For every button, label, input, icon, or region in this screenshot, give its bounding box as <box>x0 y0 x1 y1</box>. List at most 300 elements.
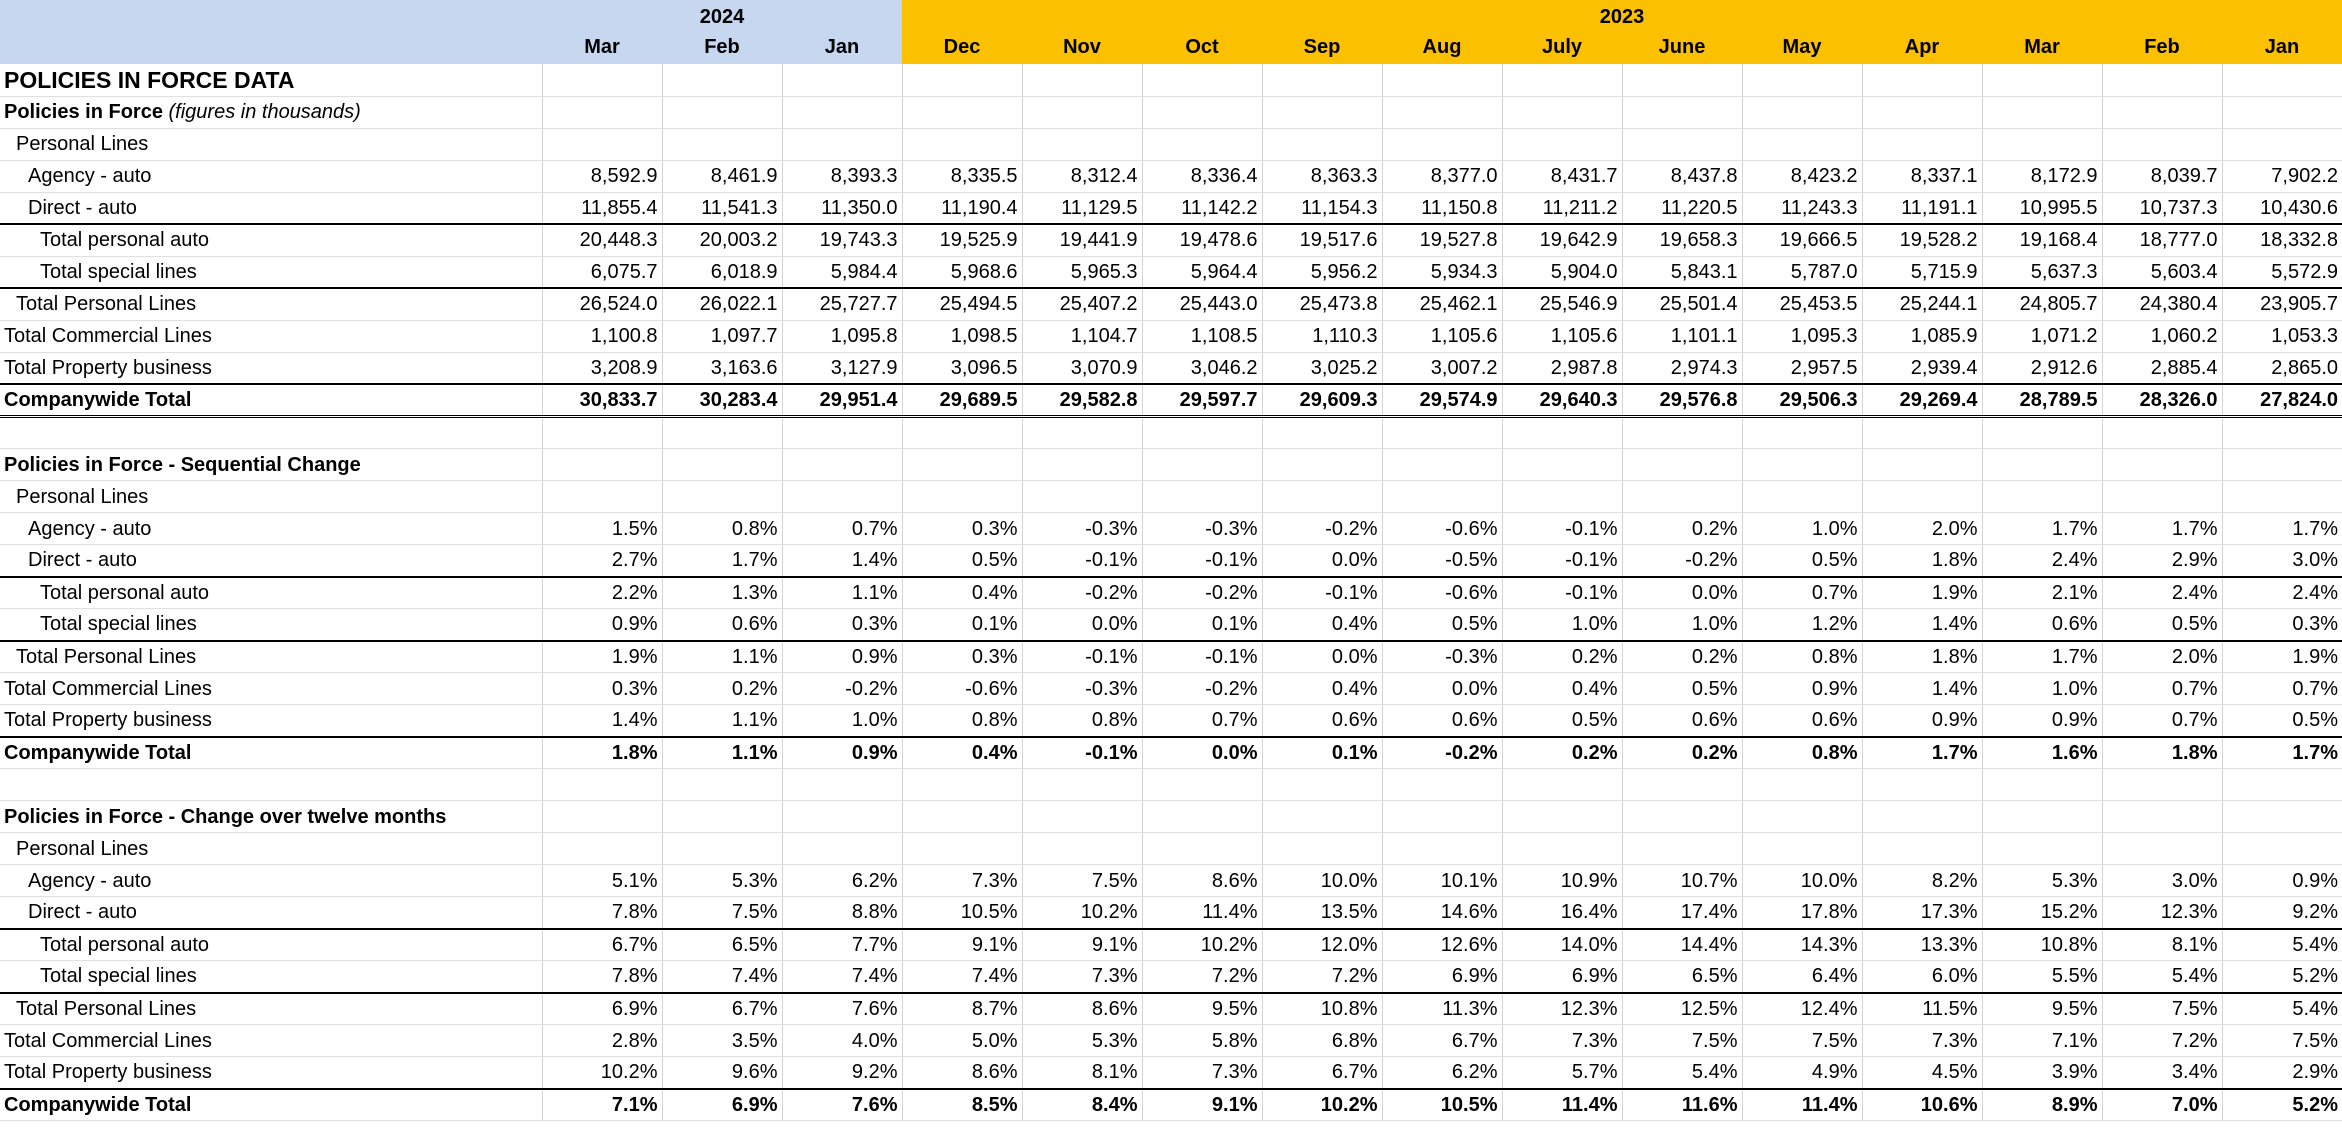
value-cell: 1.8% <box>1862 545 1982 577</box>
value-cell: 0.1% <box>902 609 1022 641</box>
empty-cell <box>1622 128 1742 160</box>
value-cell: 30,833.7 <box>542 384 662 417</box>
empty-cell <box>1262 96 1382 128</box>
header-corner <box>0 32 542 64</box>
value-cell: 6.4% <box>1742 961 1862 993</box>
row-label: Total personal auto <box>0 929 542 961</box>
empty-cell <box>1262 64 1382 96</box>
month-header: July <box>1502 32 1622 64</box>
value-cell: 8.7% <box>902 993 1022 1025</box>
value-cell: 0.1% <box>1262 737 1382 769</box>
value-cell: 3,025.2 <box>1262 352 1382 384</box>
value-cell: -0.2% <box>1142 673 1262 705</box>
value-cell: 7.1% <box>542 1089 662 1121</box>
value-cell: 7.5% <box>1742 1025 1862 1057</box>
value-cell: 29,269.4 <box>1862 384 1982 417</box>
value-cell: 9.6% <box>662 1057 782 1089</box>
table-row <box>0 224 2342 256</box>
value-cell: 7.5% <box>1622 1025 1742 1057</box>
table-row <box>0 993 2342 1025</box>
empty-cell <box>2102 64 2222 96</box>
value-cell: 6.9% <box>542 993 662 1025</box>
value-cell: 0.2% <box>1502 641 1622 673</box>
empty-cell <box>662 769 782 801</box>
value-cell: 6.9% <box>662 1089 782 1121</box>
empty-cell <box>1502 417 1622 449</box>
value-cell: 1,101.1 <box>1622 320 1742 352</box>
empty-cell <box>2222 128 2342 160</box>
value-cell: 7.8% <box>542 961 662 993</box>
value-cell: 25,501.4 <box>1622 288 1742 320</box>
empty-cell <box>1862 801 1982 833</box>
empty-cell <box>1382 64 1502 96</box>
value-cell: 0.6% <box>1262 705 1382 737</box>
value-cell: 5,637.3 <box>1982 256 2102 288</box>
empty-cell <box>1022 417 1142 449</box>
empty-cell <box>1982 128 2102 160</box>
section3-heading-row <box>0 801 2342 833</box>
value-cell: 0.9% <box>1982 705 2102 737</box>
empty-cell <box>782 417 902 449</box>
value-cell: 0.2% <box>662 673 782 705</box>
value-cell: 7.2% <box>1262 961 1382 993</box>
empty-cell <box>2102 417 2222 449</box>
table-row <box>0 1025 2342 1057</box>
table-row <box>0 961 2342 993</box>
value-cell: 7.3% <box>1022 961 1142 993</box>
value-cell: 0.5% <box>1502 705 1622 737</box>
value-cell: 8.2% <box>1862 865 1982 897</box>
section1-heading-row <box>0 96 2342 128</box>
value-cell: 8,337.1 <box>1862 160 1982 192</box>
value-cell: 19,743.3 <box>782 224 902 256</box>
value-cell: 0.5% <box>1382 609 1502 641</box>
table-row <box>0 737 2342 769</box>
value-cell: 5,843.1 <box>1622 256 1742 288</box>
value-cell: 13.5% <box>1262 897 1382 929</box>
empty-cell <box>782 801 902 833</box>
empty-cell <box>782 64 902 96</box>
value-cell: 0.8% <box>662 513 782 545</box>
value-cell: 30,283.4 <box>662 384 782 417</box>
value-cell: -0.2% <box>1622 545 1742 577</box>
value-cell: 0.2% <box>1622 641 1742 673</box>
value-cell: 10.8% <box>1982 929 2102 961</box>
value-cell: 8,312.4 <box>1022 160 1142 192</box>
value-cell: 1.7% <box>1982 641 2102 673</box>
empty-cell <box>1862 96 1982 128</box>
value-cell: 24,805.7 <box>1982 288 2102 320</box>
value-cell: -0.1% <box>1142 545 1262 577</box>
empty-cell <box>662 417 782 449</box>
value-cell: 1.4% <box>542 705 662 737</box>
value-cell: 0.3% <box>782 609 902 641</box>
table-row <box>0 1057 2342 1089</box>
value-cell: 3.5% <box>662 1025 782 1057</box>
empty-label-cell <box>0 449 542 481</box>
empty-cell <box>1862 769 1982 801</box>
empty-cell <box>1382 769 1502 801</box>
empty-cell <box>1382 833 1502 865</box>
value-cell: 7.4% <box>782 961 902 993</box>
empty-cell <box>1622 96 1742 128</box>
empty-cell <box>1142 64 1262 96</box>
empty-cell <box>542 769 662 801</box>
value-cell: 1,105.6 <box>1382 320 1502 352</box>
value-cell: -0.6% <box>902 673 1022 705</box>
value-cell: 26,524.0 <box>542 288 662 320</box>
empty-cell <box>1982 64 2102 96</box>
empty-cell <box>1142 481 1262 513</box>
value-cell: 1.7% <box>2222 737 2342 769</box>
value-cell: 7.2% <box>2102 1025 2222 1057</box>
empty-cell <box>782 96 902 128</box>
value-cell: 0.6% <box>1742 705 1862 737</box>
value-cell: 14.4% <box>1622 929 1742 961</box>
value-cell: 11,191.1 <box>1862 192 1982 224</box>
empty-cell <box>1622 417 1742 449</box>
empty-cell <box>542 449 662 481</box>
empty-cell <box>2222 64 2342 96</box>
value-cell: 3.4% <box>2102 1057 2222 1089</box>
empty-cell <box>1502 64 1622 96</box>
value-cell: 12.3% <box>2102 897 2222 929</box>
value-cell: 29,689.5 <box>902 384 1022 417</box>
value-cell: 7.5% <box>2102 993 2222 1025</box>
value-cell: 5,603.4 <box>2102 256 2222 288</box>
empty-cell <box>1262 833 1382 865</box>
empty-cell <box>2222 96 2342 128</box>
value-cell: 2,865.0 <box>2222 352 2342 384</box>
empty-cell <box>1262 417 1382 449</box>
value-cell: 5.4% <box>2222 929 2342 961</box>
value-cell: 6,018.9 <box>662 256 782 288</box>
value-cell: 11,541.3 <box>662 192 782 224</box>
value-cell: 6.9% <box>1382 961 1502 993</box>
empty-cell <box>1022 769 1142 801</box>
value-cell: 9.1% <box>902 929 1022 961</box>
value-cell: -0.2% <box>1142 577 1262 609</box>
value-cell: -0.1% <box>1262 577 1382 609</box>
value-cell: 11,129.5 <box>1022 192 1142 224</box>
empty-cell <box>1022 481 1142 513</box>
table-row <box>0 641 2342 673</box>
empty-cell <box>1862 833 1982 865</box>
value-cell: 6.7% <box>542 929 662 961</box>
value-cell: 14.6% <box>1382 897 1502 929</box>
value-cell: 5,934.3 <box>1382 256 1502 288</box>
value-cell: 25,443.0 <box>1142 288 1262 320</box>
value-cell: 0.9% <box>782 641 902 673</box>
row-label: Total Property business <box>0 1057 542 1089</box>
value-cell: -0.2% <box>1382 737 1502 769</box>
empty-cell <box>2102 769 2222 801</box>
row-label: Personal Lines <box>0 833 542 865</box>
empty-cell <box>1862 417 1982 449</box>
value-cell: 8.1% <box>1022 1057 1142 1089</box>
value-cell: 8,393.3 <box>782 160 902 192</box>
value-cell: 16.4% <box>1502 897 1622 929</box>
value-cell: 26,022.1 <box>662 288 782 320</box>
table-row <box>0 320 2342 352</box>
value-cell: 5,984.4 <box>782 256 902 288</box>
section2-heading-label: Policies in Force - Sequential Change <box>4 453 361 476</box>
value-cell: 2.4% <box>2222 577 2342 609</box>
value-cell: 10.5% <box>1382 1089 1502 1121</box>
value-cell: 29,640.3 <box>1502 384 1622 417</box>
empty-cell <box>1022 833 1142 865</box>
section1-heading-label: Policies in Force <box>4 101 163 123</box>
value-cell: 5.0% <box>902 1025 1022 1057</box>
value-cell: 3,127.9 <box>782 352 902 384</box>
value-cell: 6.0% <box>1862 961 1982 993</box>
value-cell: 28,789.5 <box>1982 384 2102 417</box>
value-cell: 2,957.5 <box>1742 352 1862 384</box>
value-cell: 0.2% <box>1502 737 1622 769</box>
table-row <box>0 545 2342 577</box>
row-label: Total Personal Lines <box>0 288 542 320</box>
value-cell: 1,095.8 <box>782 320 902 352</box>
value-cell: 7.5% <box>662 897 782 929</box>
value-cell: 11.4% <box>1742 1089 1862 1121</box>
value-cell: -0.1% <box>1022 737 1142 769</box>
table-row <box>0 1089 2342 1121</box>
empty-cell <box>1982 481 2102 513</box>
value-cell: 3.0% <box>2222 545 2342 577</box>
value-cell: 10,995.5 <box>1982 192 2102 224</box>
value-cell: 12.6% <box>1382 929 1502 961</box>
empty-label-cell <box>0 769 542 801</box>
heading-note: (figures in thousands) <box>168 101 361 123</box>
value-cell: -0.1% <box>1502 513 1622 545</box>
value-cell: 10,737.3 <box>2102 192 2222 224</box>
value-cell: 2,987.8 <box>1502 352 1622 384</box>
empty-cell <box>662 449 782 481</box>
value-cell: 0.9% <box>542 609 662 641</box>
empty-cell <box>1742 833 1862 865</box>
value-cell: 1.0% <box>1622 609 1742 641</box>
value-cell: 0.7% <box>2222 673 2342 705</box>
value-cell: 1.8% <box>2102 737 2222 769</box>
month-header: Jan <box>2222 32 2342 64</box>
value-cell: 8.4% <box>1022 1089 1142 1121</box>
empty-label-cell <box>0 801 542 833</box>
value-cell: 29,951.4 <box>782 384 902 417</box>
value-cell: 11.4% <box>1142 897 1262 929</box>
value-cell: 5.1% <box>542 865 662 897</box>
value-cell: 8.1% <box>2102 929 2222 961</box>
empty-cell <box>2222 417 2342 449</box>
year-header-row <box>0 0 2342 32</box>
month-header-row <box>0 32 2342 64</box>
row-label: Agency - auto <box>0 513 542 545</box>
value-cell: 7.0% <box>2102 1089 2222 1121</box>
value-cell: 7,902.2 <box>2222 160 2342 192</box>
value-cell: 0.3% <box>902 641 1022 673</box>
value-cell: 0.2% <box>1622 737 1742 769</box>
value-cell: 19,642.9 <box>1502 224 1622 256</box>
empty-cell <box>1742 417 1862 449</box>
value-cell: 6.7% <box>1262 1057 1382 1089</box>
month-header: Sep <box>1262 32 1382 64</box>
empty-cell <box>1262 481 1382 513</box>
value-cell: 9.2% <box>782 1057 902 1089</box>
table-row <box>0 288 2342 320</box>
value-cell: 8.6% <box>1142 865 1262 897</box>
month-header: May <box>1742 32 1862 64</box>
value-cell: 1.4% <box>782 545 902 577</box>
value-cell: 11.4% <box>1502 1089 1622 1121</box>
value-cell: -0.6% <box>1382 513 1502 545</box>
value-cell: 0.7% <box>1142 705 1262 737</box>
value-cell: 1.8% <box>1862 641 1982 673</box>
empty-cell <box>1742 801 1862 833</box>
table-row <box>0 865 2342 897</box>
value-cell: 29,574.9 <box>1382 384 1502 417</box>
value-cell: 1.7% <box>662 545 782 577</box>
value-cell: 3,046.2 <box>1142 352 1262 384</box>
empty-cell <box>1622 801 1742 833</box>
value-cell: 6,075.7 <box>542 256 662 288</box>
value-cell: 10.6% <box>1862 1089 1982 1121</box>
empty-cell <box>1142 96 1262 128</box>
value-cell: 0.7% <box>2102 705 2222 737</box>
empty-cell <box>902 64 1022 96</box>
value-cell: 5.4% <box>2102 961 2222 993</box>
value-cell: 2,974.3 <box>1622 352 1742 384</box>
empty-cell <box>1622 64 1742 96</box>
row-label: Total Personal Lines <box>0 641 542 673</box>
value-cell: 1.0% <box>1742 513 1862 545</box>
empty-cell <box>902 769 1022 801</box>
table-row <box>0 352 2342 384</box>
value-cell: 1,085.9 <box>1862 320 1982 352</box>
row-label: Companywide Total <box>0 384 542 417</box>
value-cell: 0.0% <box>1262 545 1382 577</box>
value-cell: 10.0% <box>1742 865 1862 897</box>
value-cell: 1.7% <box>1862 737 1982 769</box>
row-label: Companywide Total <box>0 737 542 769</box>
value-cell: 25,407.2 <box>1022 288 1142 320</box>
value-cell: 6.7% <box>1382 1025 1502 1057</box>
value-cell: 11.5% <box>1862 993 1982 1025</box>
value-cell: 5,572.9 <box>2222 256 2342 288</box>
empty-cell <box>782 449 902 481</box>
month-header: Jan <box>782 32 902 64</box>
empty-cell <box>902 96 1022 128</box>
value-cell: 1.0% <box>1982 673 2102 705</box>
value-cell: 12.4% <box>1742 993 1862 1025</box>
value-cell: 2.2% <box>542 577 662 609</box>
row-label: Total Property business <box>0 705 542 737</box>
value-cell: 2.4% <box>2102 577 2222 609</box>
empty-cell <box>542 128 662 160</box>
value-cell: 29,582.8 <box>1022 384 1142 417</box>
value-cell: 17.3% <box>1862 897 1982 929</box>
value-cell: 10.2% <box>542 1057 662 1089</box>
empty-cell <box>1862 64 1982 96</box>
value-cell: 14.0% <box>1502 929 1622 961</box>
value-cell: 4.0% <box>782 1025 902 1057</box>
value-cell: 11,243.3 <box>1742 192 1862 224</box>
value-cell: 5.8% <box>1142 1025 1262 1057</box>
value-cell: 1.0% <box>782 705 902 737</box>
value-cell: 5,968.6 <box>902 256 1022 288</box>
value-cell: 0.8% <box>1742 737 1862 769</box>
empty-cell <box>662 128 782 160</box>
value-cell: 8.6% <box>1022 993 1142 1025</box>
month-header: June <box>1622 32 1742 64</box>
value-cell: -0.2% <box>1262 513 1382 545</box>
empty-cell <box>902 833 1022 865</box>
value-cell: 8,461.9 <box>662 160 782 192</box>
value-cell: -0.1% <box>1022 545 1142 577</box>
empty-label-cell <box>0 417 542 449</box>
value-cell: 2,912.6 <box>1982 352 2102 384</box>
value-cell: 0.3% <box>542 673 662 705</box>
value-cell: 8,335.5 <box>902 160 1022 192</box>
value-cell: 8,431.7 <box>1502 160 1622 192</box>
value-cell: 0.9% <box>782 737 902 769</box>
value-cell: 0.9% <box>1862 705 1982 737</box>
value-cell: 2.7% <box>542 545 662 577</box>
value-cell: 7.6% <box>782 1089 902 1121</box>
value-cell: 11.3% <box>1382 993 1502 1025</box>
value-cell: 8.6% <box>902 1057 1022 1089</box>
header-corner <box>0 0 542 32</box>
empty-cell <box>1982 833 2102 865</box>
value-cell: 29,576.8 <box>1622 384 1742 417</box>
value-cell: 5,787.0 <box>1742 256 1862 288</box>
empty-cell <box>542 96 662 128</box>
value-cell: 25,727.7 <box>782 288 902 320</box>
value-cell: 0.5% <box>2222 705 2342 737</box>
value-cell: 29,597.7 <box>1142 384 1262 417</box>
value-cell: 3,070.9 <box>1022 352 1142 384</box>
value-cell: 1.4% <box>1862 673 1982 705</box>
empty-cell <box>1262 449 1382 481</box>
empty-cell <box>902 481 1022 513</box>
value-cell: 5,965.3 <box>1022 256 1142 288</box>
empty-cell <box>1262 128 1382 160</box>
row-label: Total special lines <box>0 609 542 641</box>
value-cell: 0.8% <box>1742 641 1862 673</box>
value-cell: 23,905.7 <box>2222 288 2342 320</box>
value-cell: 1.0% <box>1502 609 1622 641</box>
empty-cell <box>1142 417 1262 449</box>
empty-cell <box>1382 128 1502 160</box>
empty-cell <box>902 417 1022 449</box>
row-label: Total Commercial Lines <box>0 320 542 352</box>
value-cell: 6.7% <box>662 993 782 1025</box>
section2-heading-row <box>0 449 2342 481</box>
value-cell: 8,592.9 <box>542 160 662 192</box>
empty-cell <box>1742 96 1862 128</box>
value-cell: 3,208.9 <box>542 352 662 384</box>
empty-cell <box>1742 449 1862 481</box>
value-cell: 11.6% <box>1622 1089 1742 1121</box>
value-cell: 7.3% <box>1502 1025 1622 1057</box>
value-cell: 8,363.3 <box>1262 160 1382 192</box>
value-cell: 1,053.3 <box>2222 320 2342 352</box>
value-cell: 2.4% <box>1982 545 2102 577</box>
value-cell: 1.1% <box>662 737 782 769</box>
value-cell: 12.0% <box>1262 929 1382 961</box>
value-cell: 1,098.5 <box>902 320 1022 352</box>
value-cell: 19,478.6 <box>1142 224 1262 256</box>
table-row <box>0 705 2342 737</box>
value-cell: 7.3% <box>1862 1025 1982 1057</box>
